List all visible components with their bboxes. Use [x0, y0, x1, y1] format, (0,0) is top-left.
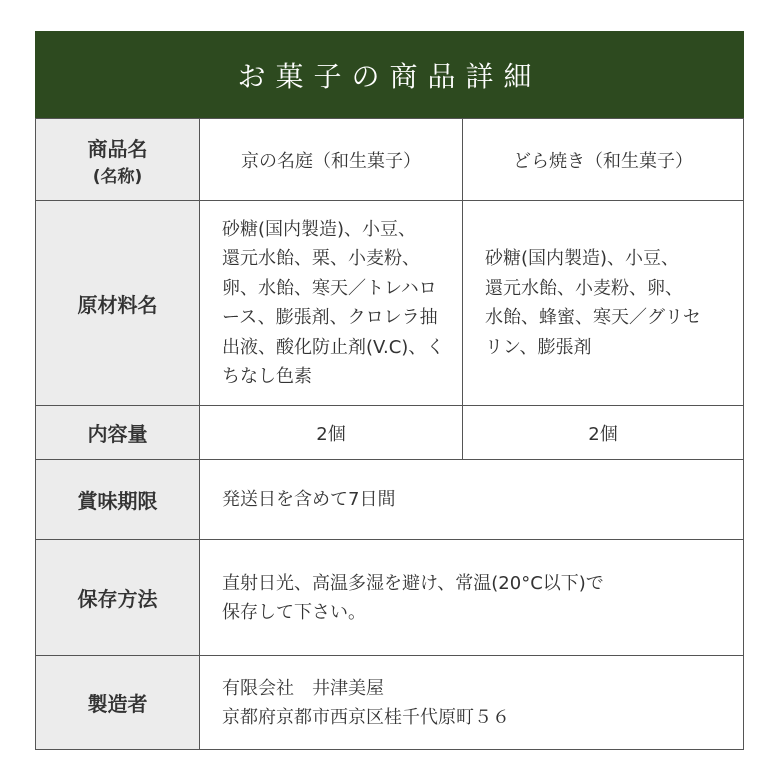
ingredient-line: ちなし色素	[222, 366, 312, 387]
product-details-table	[35, 118, 744, 750]
ingredient-line: 還元水飴、小麦粉、卵、	[485, 277, 683, 299]
ingredient-line: リン、膨張剤	[485, 336, 592, 358]
label-storage: 保存方法	[36, 540, 200, 656]
product-1-name: 京の名庭（和生菓子）	[200, 119, 463, 201]
product-1-ingredients	[200, 201, 463, 406]
ingredient-line: 出液、酸化防止剤(V.C)、く	[222, 336, 445, 358]
product-details-sheet	[35, 31, 744, 750]
row-contents	[36, 406, 744, 460]
label-product-name-main: 商品名	[87, 136, 148, 161]
ingredient-line: ース、膨張剤、クロレラ抽	[222, 307, 438, 328]
manufacturer-value	[200, 656, 744, 750]
label-product-name-sub: (名称)	[92, 166, 143, 187]
ingredient-line: 水飴、蜂蜜、寒天／グリセ	[485, 307, 701, 328]
page-title: お菓子の商品詳細	[35, 31, 744, 118]
storage-line: 直射日光、高温多湿を避け、常温(20°C以下)で	[222, 572, 604, 594]
product-2-name: どら焼き（和生菓子）	[463, 119, 744, 201]
ingredient-line: 砂糖(国内製造)、小豆、	[485, 248, 680, 269]
row-expiry	[36, 460, 744, 540]
manufacturer-name: 有限会社 井津美屋	[222, 677, 384, 699]
label-manufacturer: 製造者	[36, 656, 200, 750]
ingredient-line: 還元水飴、栗、小麦粉、	[222, 248, 420, 269]
label-product-name	[36, 119, 200, 201]
label-expiry: 賞味期限	[36, 460, 200, 540]
label-ingredients: 原材料名	[36, 201, 200, 406]
product-2-ingredients	[463, 201, 744, 406]
manufacturer-address: 京都府京都市西京区桂千代原町５６	[222, 706, 510, 728]
product-2-contents: 2個	[463, 406, 744, 460]
product-1-contents: 2個	[200, 406, 463, 460]
label-contents: 内容量	[36, 406, 200, 460]
row-storage	[36, 540, 744, 656]
row-product-name	[36, 119, 744, 201]
row-manufacturer	[36, 656, 744, 750]
expiry-value: 発送日を含めて7日間	[200, 460, 744, 540]
storage-line: 保存して下さい。	[222, 601, 366, 623]
row-ingredients	[36, 201, 744, 406]
storage-value	[200, 540, 744, 656]
ingredient-line: 砂糖(国内製造)、小豆、	[222, 218, 417, 240]
ingredient-line: 卵、水飴、寒天／トレハロ	[222, 277, 437, 299]
